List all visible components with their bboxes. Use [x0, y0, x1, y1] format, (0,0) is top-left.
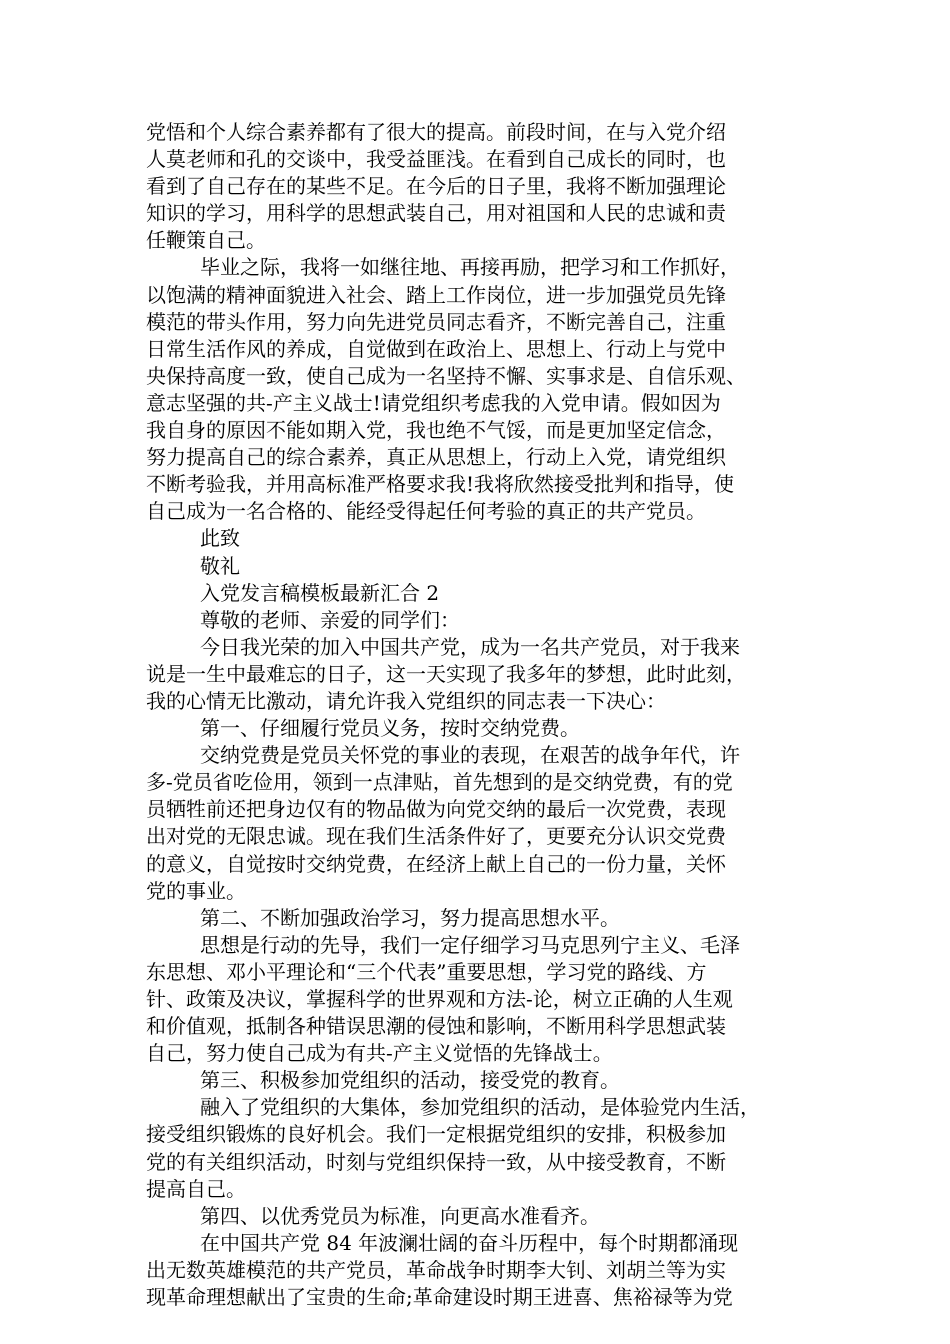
text-line: 针、政策及决议，掌握科学的世界观和方法-论，树立正确的人生观 [146, 987, 733, 1011]
text-line: 第一、仔细履行党员义务，按时交纳党费。 [200, 716, 580, 741]
text-line: 说是一生中最难忘的日子，这一天实现了我多年的梦想，此时此刻， [146, 661, 746, 686]
text-line: 党的事业。 [146, 878, 246, 903]
text-line: 的意义，自觉按时交纳党费，在经济上献上自己的一份力量，关怀 [146, 851, 726, 876]
text-line: 东思想、邓小平理论和“三个代表”重要思想，学习党的路线、方 [146, 959, 707, 984]
text-line: 党的有关组织活动，时刻与党组织保持一致，从中接受教育，不断 [146, 1149, 726, 1174]
text-line: 提高自己。 [146, 1176, 246, 1201]
text-line: 多-党员省吃俭用，领到一点津贴，首先想到的是交纳党费，有的党 [146, 770, 733, 795]
text-line: 此致 [200, 526, 240, 551]
text-line: 我的心情无比激动，请允许我入党组织的同志表一下决心： [146, 688, 666, 713]
text-line: 任鞭策自己。 [146, 228, 266, 253]
text-line: 毕业之际，我将一如继往地、再接再励，把学习和工作抓好， [200, 255, 740, 280]
text-line: 今日我光荣的加入中国共产党，成为一名共产党员，对于我来 [200, 634, 740, 659]
text-line: 在中国共产党 84 年波澜壮阔的奋斗历程中，每个时期都涌现 [200, 1230, 739, 1255]
text-line: 日常生活作风的养成，自觉做到在政治上、思想上、行动上与党中 [146, 336, 726, 361]
text-line: 知识的学习，用科学的思想武装自己，用对祖国和人民的忠诚和责 [146, 201, 726, 226]
text-line: 和价值观，抵制各种错误思潮的侵蚀和影响，不断用科学思想武装 [146, 1014, 726, 1039]
text-line: 人莫老师和孔的交谈中，我受益匪浅。在看到自己成长的同时，也 [146, 147, 726, 172]
text-line: 融入了党组织的大集体，参加党组织的活动，是体验党内生活， [200, 1095, 760, 1120]
text-line: 尊敬的老师、亲爱的同学们： [200, 607, 460, 632]
text-line: 模范的带头作用，努力向先进党员同志看齐，不断完善自己，注重 [146, 309, 726, 334]
text-line: 出无数英雄模范的共产党员，革命战争时期李大钊、刘胡兰等为实 [146, 1257, 726, 1282]
text-line: 意志坚强的共-产主义战士!请党组织考虑我的入党申请。假如因为 [146, 390, 721, 415]
text-line: 第二、不断加强政治学习，努力提高思想水平。 [200, 905, 620, 930]
text-line: 党悟和个人综合素养都有了很大的提高。前段时间，在与入党介绍 [146, 120, 726, 144]
text-line: 不断考验我，并用高标准严格要求我!我将欣然接受批判和指导，使 [146, 472, 735, 497]
text-line: 敬礼 [200, 553, 240, 578]
text-line: 自己成为一名合格的、能经受得起任何考验的真正的共产党员。 [146, 499, 706, 524]
text-line: 努力提高自己的综合素养，真正从思想上，行动上入党，请党组织 [146, 445, 726, 470]
text-line: 入党发言稿模板最新汇合 2 [200, 580, 440, 605]
text-line: 以饱满的精神面貌进入社会、踏上工作岗位，进一步加强党员先锋 [146, 282, 726, 307]
text-line: 现革命理想献出了宝贵的生命;革命建设时期王进喜、焦裕禄等为党 [146, 1285, 733, 1310]
text-line: 我自身的原因不能如期入党，我也绝不气馁，而是更加坚定信念， [146, 418, 726, 443]
text-line: 员牺牲前还把身边仅有的物品做为向党交纳的最后一次党费，表现 [146, 797, 726, 822]
text-line: 自己，努力使自己成为有共-产主义觉悟的先锋战士。 [146, 1041, 613, 1066]
text-line: 央保持高度一致，使自己成为一名坚持不懈、实事求是、自信乐观、 [146, 363, 746, 388]
text-line: 第三、积极参加党组织的活动，接受党的教育。 [200, 1068, 620, 1093]
document-body [146, 119, 826, 1311]
text-line: 出对党的无限忠诚。现在我们生活条件好了，更要充分认识交党费 [146, 824, 726, 849]
text-line: 第四、以优秀党员为标准，向更高水准看齐。 [200, 1203, 600, 1228]
text-line: 交纳党费是党员关怀党的事业的表现，在艰苦的战争年代，许 [200, 743, 740, 768]
text-line: 思想是行动的先导，我们一定仔细学习马克思列宁主义、毛泽 [200, 932, 740, 957]
text-line: 看到了自己存在的某些不足。在今后的日子里，我将不断加强理论 [146, 174, 726, 199]
text-line: 接受组织锻炼的良好机会。我们一定根据党组织的安排，积极参加 [146, 1122, 726, 1147]
